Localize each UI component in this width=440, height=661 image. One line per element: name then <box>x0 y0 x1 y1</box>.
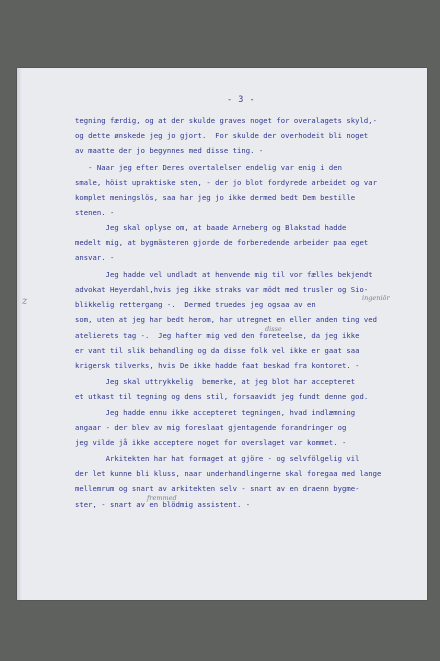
text-line-14: som, uten at jeg har bedt herom, har utregnet en eller anden ting ved <box>75 315 378 324</box>
page-fold-shadow <box>17 68 22 600</box>
text-line-24: der let kunne bli kluss, naar underhandlingerne skal foregaa med lange <box>75 469 382 478</box>
text-line-17: krigersk tilverks, hvis De ikke hadde faat beskad fra kontoret. - <box>75 361 360 370</box>
text-line-13: blikkelig rettergang -. Dermed truedes jeg ogsaa av en <box>75 300 316 309</box>
document-page <box>17 68 427 600</box>
handwritten-insert-ingenior: ingeniör <box>362 294 390 302</box>
text-line-18: Jeg skal uttrykkelig bemerke, at jeg blot har accepteret <box>75 377 356 386</box>
text-line-25: mellemrum og snart av arkitekten selv - snart av en draenn bygme- <box>75 484 360 493</box>
text-line-9: medelt mig, at bygmästeren gjorde de forberedende arbeider paa eget <box>75 238 369 247</box>
text-line-22: jeg vilde jå ikke acceptere noget for overslaget var kommet. - <box>75 438 347 447</box>
text-line-4: - Naar jeg efter Deres overtalelser endelig var enig i den <box>75 163 343 172</box>
text-line-5: smale, höist upraktiske sten, - der jo blot fordyrede arbeidet og var <box>75 178 378 187</box>
text-line-26: ster, - snart av en blödmig assistent. - <box>75 500 251 509</box>
text-line-20: Jeg hadde ennu ikke accepteret tegningen, hvad indlæmning <box>75 408 356 417</box>
text-line-7: stenen. - <box>75 208 115 217</box>
text-line-23: Arkitekten har hat formaget at gjöre - og selvfölgelig vil <box>75 454 360 463</box>
text-line-1: tegning færdig, og at der skulde graves noget for overalagets skyld,- <box>75 116 378 125</box>
text-line-8: Jeg skal oplyse om, at baade Arneberg og Blakstad hadde <box>75 223 347 232</box>
page-number: - 3 - <box>227 95 256 105</box>
text-line-11: Jeg hadde vel undladt at henvende mig til vor fælles bekjendt <box>75 270 373 279</box>
text-line-10: ansvar. - <box>75 253 115 262</box>
handwritten-insert-disse: disse <box>265 325 282 333</box>
handwritten-insert-fremmed: fremmed <box>147 494 177 502</box>
margin-pencil-mark: z <box>22 296 28 307</box>
text-line-3: av maatte der jo begynnes med disse ting. - <box>75 146 264 155</box>
text-line-2: og dette ønskede jeg jo gjort. For skulde der overhodeit bli noget <box>75 131 369 140</box>
text-line-19: et utkast til tegning og dens stil, forsaavidt jeg fundt denne god. <box>75 392 369 401</box>
text-line-16: er vant til slik behandling og da disse folk vel ikke er gaat saa <box>75 346 360 355</box>
text-line-6: komplet meningslös, saa har jeg jo ikke dermed bedt Dem bestille <box>75 193 356 202</box>
text-line-15: atelierets tag -. Jeg hafter mig ved den foreteelse, da jeg ikke <box>75 331 360 340</box>
text-line-21: angaar - der blev av mig foreslaat gjentagende forandringer og <box>75 423 347 432</box>
text-line-12: advokat Heyerdahl,hvis jeg ikke straks var mödt med trusler og Sio- <box>75 285 369 294</box>
